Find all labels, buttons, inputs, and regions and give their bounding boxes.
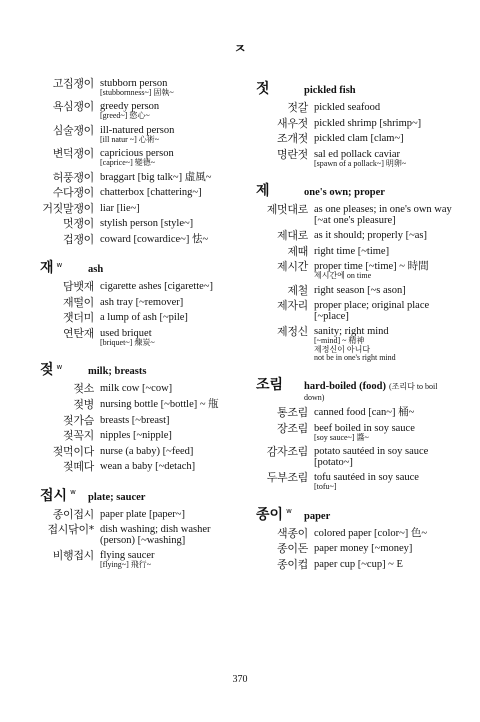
- headword: [256, 78, 304, 98]
- english-gloss: [314, 446, 456, 468]
- headword-meaning: [88, 264, 103, 275]
- dictionary-entry: [40, 446, 240, 458]
- gloss-example-translation: not be in one's right mind: [314, 352, 396, 362]
- dictionary-entry: [40, 78, 240, 97]
- dictionary-entry: [40, 430, 240, 442]
- gloss-etymology: [ill natur ~] 心術~: [100, 134, 160, 144]
- headword-meaning: [304, 85, 356, 96]
- gloss-text: pickled clam [clam~]: [314, 133, 404, 145]
- headword: [40, 359, 88, 379]
- gloss-text: nurse (a baby) [~feed]: [100, 445, 194, 457]
- korean-word: 제자리: [277, 299, 308, 313]
- headword-meaning-text: paper: [304, 510, 331, 522]
- gloss-text: cigarette ashes [cigarette~]: [100, 281, 213, 293]
- dictionary-entry: [256, 102, 456, 114]
- group-heading: [256, 504, 456, 524]
- headword-meaning-text: pickled fish: [304, 85, 356, 96]
- group-heading: [256, 180, 456, 200]
- gloss-text: stylish person [style~]: [100, 218, 194, 230]
- dictionary-entry: [256, 528, 456, 540]
- right-column: [256, 78, 456, 582]
- english-gloss: [100, 446, 240, 457]
- dictionary-entry: [256, 246, 456, 258]
- dictionary-entry: [40, 415, 240, 427]
- dictionary-entry: [40, 550, 240, 569]
- english-gloss: [100, 328, 240, 347]
- english-gloss: [314, 543, 456, 554]
- dictionary-entry: [40, 101, 240, 120]
- gloss-text: dish washing; dish washer (person) [~washing]: [100, 524, 211, 547]
- dictionary-entry: [40, 509, 240, 521]
- gloss-example: 제정신이 아니다: [314, 344, 371, 354]
- gloss-text: nursing bottle [~bottle] ~ 甁: [100, 398, 219, 410]
- entry-group: [40, 257, 240, 347]
- dictionary-entry: [256, 149, 456, 168]
- korean-word: 종이접시: [52, 507, 94, 521]
- gloss-example: 제시간에 on time: [314, 271, 372, 281]
- korean-word: 허풍쟁이: [52, 170, 94, 184]
- english-gloss: [100, 281, 240, 292]
- headword: [256, 180, 304, 200]
- dictionary-entry: [256, 204, 456, 226]
- korean-word: 수다쟁이: [52, 186, 94, 200]
- english-gloss: [100, 187, 240, 198]
- entry-group: [40, 359, 240, 472]
- english-gloss: [100, 383, 240, 394]
- gloss-text: wean a baby [~detach]: [100, 461, 196, 473]
- headword-meaning-text: milk; breasts: [88, 366, 147, 378]
- gloss-text: right season [~s ason]: [314, 284, 406, 296]
- entry-group: [40, 78, 240, 245]
- english-gloss: [314, 285, 456, 296]
- english-gloss: [100, 312, 240, 323]
- gloss-text: sal ed pollack caviar: [314, 148, 400, 160]
- gloss-text: proper place; original place [~place]: [314, 300, 430, 323]
- headword-text: 재: [40, 260, 54, 277]
- gloss-text: stubborn person: [100, 78, 168, 89]
- dictionary-entry: [40, 399, 240, 411]
- korean-word: 종이컵: [277, 557, 308, 571]
- english-gloss: [100, 172, 240, 183]
- english-gloss: [100, 415, 240, 426]
- dictionary-entry: [256, 261, 456, 280]
- dictionary-entry: [40, 125, 240, 144]
- korean-word: 재떨이: [63, 295, 94, 309]
- dictionary-entry: [256, 423, 456, 442]
- dictionary-entry: [40, 148, 240, 167]
- english-gloss: [314, 204, 456, 226]
- english-gloss: [314, 118, 456, 129]
- korean-word: 욕심쟁이: [52, 100, 94, 114]
- entry-group: [256, 78, 456, 168]
- headword-meaning-text: ash: [88, 264, 104, 276]
- gloss-etymology: [spawn of a pollack~] 明卵~: [314, 158, 407, 168]
- english-gloss: [100, 430, 240, 441]
- korean-word: 두부조림: [266, 471, 308, 485]
- gloss-text: pickled shrimp [shrimp~]: [314, 117, 422, 129]
- headword-meaning-text: one's own; proper: [304, 187, 385, 199]
- korean-word: 담뱃재: [63, 280, 94, 294]
- headword: [40, 485, 88, 505]
- group-heading: [40, 485, 240, 505]
- dictionary-entry: [40, 234, 240, 246]
- gloss-text: capricious person: [100, 148, 174, 160]
- korean-word: 제때: [287, 244, 308, 258]
- gloss-text: as it should; properly [~as]: [314, 230, 427, 242]
- gloss-text: proper time [~time] ~ 時間: [314, 261, 429, 273]
- headword-text: 종이: [256, 506, 284, 523]
- gloss-etymology: [briquet~] 煉炭~: [100, 338, 155, 348]
- dictionary-entry: [40, 328, 240, 347]
- headword-meaning: [304, 511, 330, 522]
- page-number: 370: [232, 674, 248, 685]
- entry-group: [256, 180, 456, 362]
- english-gloss: [100, 78, 240, 97]
- english-gloss: [100, 297, 240, 308]
- group-heading: [256, 374, 456, 403]
- gloss-text: ill-natured person: [100, 124, 175, 136]
- korean-word: 장조림: [277, 421, 308, 435]
- korean-word: 조개젓: [277, 132, 308, 146]
- dictionary-entry: [256, 472, 456, 491]
- korean-word: 겁쟁이: [63, 232, 94, 246]
- gloss-text: a lump of ash [~pile]: [100, 312, 188, 324]
- gloss-text: chatterbox [chattering~]: [100, 187, 202, 199]
- dictionary-entry: [40, 383, 240, 395]
- korean-word: 젖꼭지: [63, 429, 94, 443]
- korean-word: 제철: [287, 283, 308, 297]
- gloss-etymology: [flying~] 飛行~: [100, 560, 152, 570]
- gloss-text: right time [~time]: [314, 245, 390, 257]
- dictionary-entry: [256, 407, 456, 419]
- korean-word: 제정신: [277, 325, 308, 339]
- gloss-text: paper money [~money]: [314, 543, 413, 555]
- korean-word: 거짓말쟁이: [42, 201, 94, 215]
- entry-group: [256, 374, 456, 491]
- gloss-etymology: [caprice~] 變德~: [100, 158, 156, 168]
- gloss-etymology: [~mind] ~ 精神: [314, 336, 365, 346]
- gloss-text: sanity; right mind: [314, 326, 389, 338]
- headword: [40, 257, 88, 277]
- english-gloss: [314, 246, 456, 257]
- gloss-text: paper plate [paper~]: [100, 508, 185, 520]
- gloss-etymology: [stubbornness~] 固執~: [100, 88, 174, 98]
- gloss-text: canned food [can~] 桶~: [314, 407, 415, 419]
- headword-text: 젖: [40, 362, 54, 379]
- korean-word: 젖먹이다: [52, 444, 94, 458]
- dictionary-entry: [256, 133, 456, 145]
- dictionary-entry: [40, 312, 240, 324]
- headword-meaning: [304, 381, 456, 403]
- english-gloss: [314, 559, 456, 570]
- english-gloss: [314, 133, 456, 144]
- korean-word: 잿더미: [63, 311, 94, 325]
- gloss-text: paper cup [~cup] ~ E: [314, 558, 403, 570]
- headword-meaning-text: hard-boiled (food): [304, 381, 386, 393]
- english-gloss: [100, 101, 240, 120]
- gloss-text: milk cow [~cow]: [100, 383, 173, 395]
- korean-word: 접시닦이*: [47, 523, 94, 537]
- english-gloss: [100, 461, 240, 472]
- gloss-text: pickled seafood: [314, 102, 381, 113]
- english-gloss: [100, 218, 240, 229]
- dictionary-entry: [40, 218, 240, 230]
- gloss-text: breasts [~breast]: [100, 414, 170, 426]
- korean-word: 변덕쟁이: [52, 147, 94, 161]
- gloss-etymology: [soy sauce~] 醬~: [314, 432, 369, 442]
- english-gloss: [314, 261, 456, 280]
- headword-meaning-text: plate; saucer: [88, 491, 146, 503]
- dictionary-entry: [40, 172, 240, 184]
- korean-word: 종이돈: [277, 542, 308, 556]
- gloss-text: greedy person: [100, 101, 160, 113]
- english-gloss: [100, 524, 240, 546]
- korean-word: 젓갈: [287, 101, 308, 114]
- english-gloss: [314, 407, 456, 418]
- korean-word: 젖떼다: [63, 460, 94, 474]
- gloss-text: nipples [~nipple]: [100, 430, 172, 442]
- headword-text: 접시: [40, 487, 68, 504]
- gloss-text: flying saucer: [100, 550, 155, 562]
- korean-word: 제멋대로: [266, 203, 308, 217]
- dictionary-entry: [40, 297, 240, 309]
- gloss-text: liar [lie~]: [100, 202, 140, 214]
- english-gloss: [314, 300, 456, 322]
- dictionary-entry: [256, 543, 456, 555]
- english-gloss: [314, 528, 456, 539]
- gloss-text: potato sautéed in soy sauce [potato~]: [314, 446, 429, 469]
- left-column: [40, 78, 240, 582]
- english-gloss: [314, 149, 456, 168]
- dictionary-entry: [40, 281, 240, 293]
- gloss-text: tofu sautéed in soy sauce: [314, 472, 419, 484]
- english-gloss: [100, 234, 240, 245]
- gloss-text: colored paper [color~] 色~: [314, 527, 428, 539]
- gloss-text: as one pleases; in one's own way [~at one's pleasure]: [314, 204, 452, 227]
- dictionary-entry: [40, 203, 240, 215]
- korean-word: 연탄재: [63, 327, 94, 340]
- headword-meaning: [88, 366, 146, 377]
- dictionary-entry: [256, 230, 456, 242]
- group-heading: [256, 78, 456, 98]
- headword-origin-mark: w: [56, 260, 63, 269]
- dictionary-entry: [256, 285, 456, 297]
- headword-origin-mark: w: [286, 507, 292, 516]
- group-heading: [40, 359, 240, 379]
- headword-text: 젓: [256, 81, 270, 97]
- korean-word: 심술쟁이: [52, 123, 94, 137]
- headword-text: 조림: [256, 377, 284, 394]
- korean-word: 제시간: [277, 260, 308, 274]
- headword-origin-mark: w: [56, 362, 63, 371]
- dictionary-entry: [256, 559, 456, 571]
- page-section-letter: ㅈ: [233, 42, 247, 57]
- korean-word: 제대로: [277, 229, 308, 243]
- english-gloss: [100, 148, 240, 167]
- dictionary-entry: [256, 118, 456, 130]
- english-gloss: [314, 102, 456, 113]
- korean-word: 통조림: [277, 406, 308, 420]
- korean-word: 새우젓: [277, 116, 308, 130]
- headword-text: 제: [256, 183, 270, 200]
- korean-word: 젖소: [73, 382, 94, 396]
- gloss-text: coward [cowardice~] 怯~: [100, 233, 209, 245]
- gloss-text: braggart [big talk~] 虛風~: [100, 171, 212, 183]
- english-gloss: [100, 125, 240, 144]
- korean-word: 비행접시: [52, 549, 94, 563]
- group-heading: [40, 257, 240, 277]
- gloss-text: used briquet: [100, 328, 152, 339]
- headword-origin-mark: w: [70, 488, 76, 497]
- english-gloss: [314, 423, 456, 442]
- headword-meaning: [88, 492, 145, 503]
- headword: [256, 504, 304, 524]
- korean-word: 명란젓: [277, 147, 308, 161]
- entry-group: [40, 485, 240, 570]
- headword-sub-meaning: (조리다 to boil down): [304, 382, 438, 403]
- dictionary-entry: [40, 187, 240, 199]
- headword-meaning: [304, 187, 385, 198]
- english-gloss: [314, 230, 456, 241]
- gloss-text: beef boiled in soy sauce: [314, 422, 415, 434]
- gloss-etymology: [greed~] 慾心~: [100, 111, 150, 121]
- dictionary-entry: [40, 461, 240, 473]
- dictionary-entry: [256, 326, 456, 362]
- gloss-etymology: [tofu~]: [314, 482, 337, 492]
- english-gloss: [314, 326, 456, 362]
- korean-word: 고집쟁이: [52, 77, 94, 90]
- gloss-text: ash tray [~remover]: [100, 296, 184, 308]
- korean-word: 젖병: [73, 397, 94, 411]
- korean-word: 감자조림: [266, 445, 308, 459]
- english-gloss: [100, 509, 240, 520]
- korean-word: 색종이: [277, 526, 308, 540]
- headword: [256, 374, 304, 394]
- dictionary-entry: [256, 300, 456, 322]
- english-gloss: [314, 472, 456, 491]
- english-gloss: [100, 550, 240, 569]
- entry-group: [256, 504, 456, 571]
- english-gloss: [100, 203, 240, 214]
- korean-word: 멋쟁이: [63, 217, 94, 231]
- english-gloss: [100, 399, 240, 410]
- dictionary-entry: [256, 446, 456, 468]
- dictionary-entry: [40, 524, 240, 546]
- korean-word: 젖가슴: [63, 413, 94, 427]
